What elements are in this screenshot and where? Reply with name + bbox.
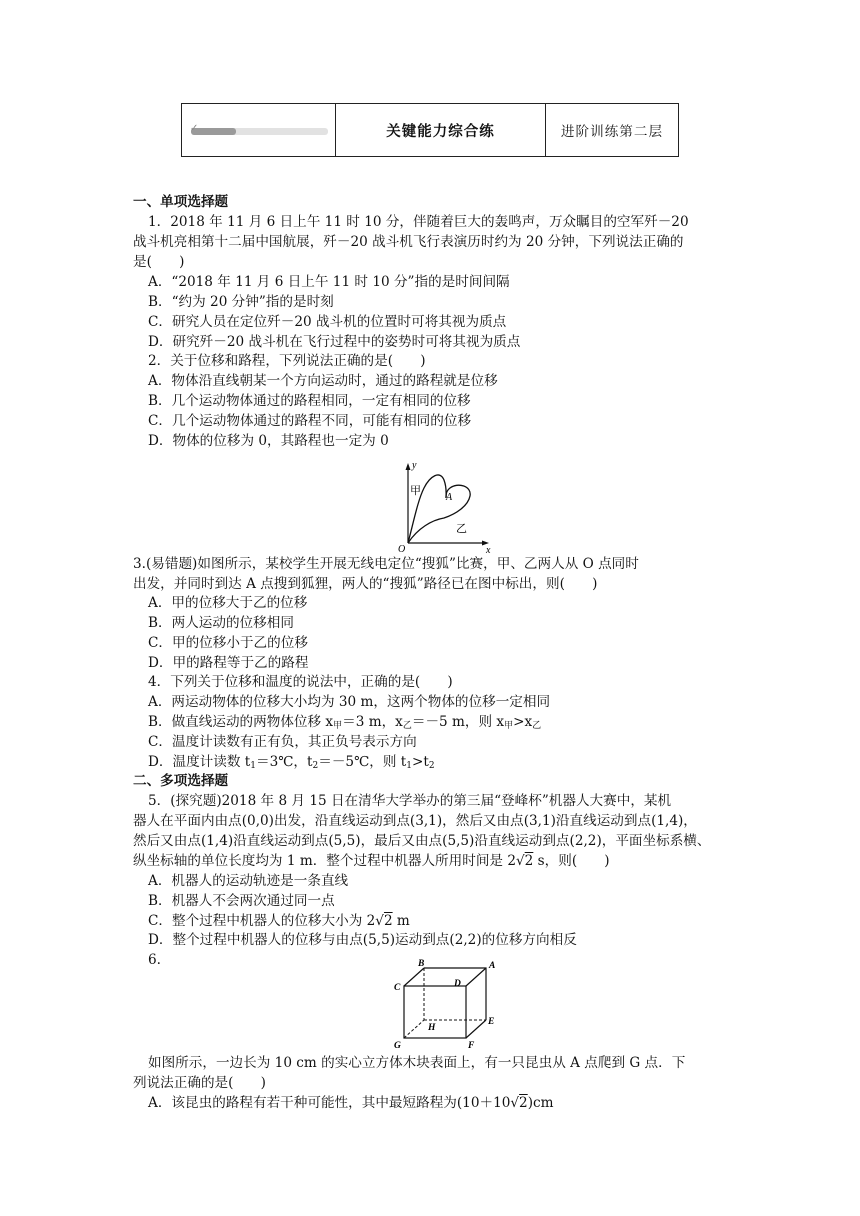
fig3-y-label: y	[412, 460, 417, 471]
q6-number: 6.	[148, 952, 161, 968]
q3-line1: 3.(易错题)如图所示，某校学生开展无线电定位“搜狐”比赛，甲、乙两人从 O 点同时	[133, 556, 639, 572]
fig3-x-label: x	[486, 545, 491, 554]
q1-option-c: C．研究人员在定位歼－20 战斗机的位置时可将其视为质点	[148, 314, 507, 330]
q2-option-d: D．物体的位移为 0，其路程也一定为 0	[148, 433, 389, 449]
section-heading-multi: 二、多项选择题	[133, 773, 229, 789]
cube-vertex-d: D	[454, 979, 461, 989]
q6-option-a: A．该昆虫的路程有若干种可能性，其中最短路程为(10＋10√2)cm	[148, 1095, 554, 1111]
q2-option-c: C．几个运动物体通过的路程不同，可能有相同的位移	[148, 413, 472, 429]
fig3-jia-label: 甲	[410, 484, 421, 497]
header-title: 关键能力综合练	[336, 104, 546, 156]
q3-option-b: B．两人运动的位移相同	[148, 615, 294, 631]
q4-option-d: D．温度计读数 $t_1=3℃$，$t_2=-5℃$，则 $t_1>t_2$	[148, 754, 435, 771]
figure-cube	[390, 956, 510, 1052]
q1-line1: 1．2018 年 11 月 6 日上午 11 时 10 分，伴随着巨大的轰鸣声，万众瞩目的空军歼－20	[148, 214, 689, 230]
cube-vertex-a: A	[489, 961, 496, 971]
q3-line2: 出发，并同时到达 A 点搜到狐狸，两人的“搜狐”路径已在图中标出，则( )	[133, 576, 598, 592]
q3-option-c: C．甲的位移小于乙的位移	[148, 635, 308, 651]
check-icon: ✓	[190, 123, 199, 134]
q5-line3: 然后又由点(1,4)沿直线运动到点(5,5)，最后又由点(5,5)沿直线运动到点(2,2)，平面坐标系横、	[133, 833, 711, 849]
q5-option-d: D．整个过程中机器人的位移与由点(5,5)运动到点(2,2)的位移方向相反	[148, 932, 577, 948]
q1-option-d: D．研究歼－20 战斗机在飞行过程中的姿势时可将其视为质点	[148, 334, 521, 350]
q4-option-c: C．温度计读数有正有负，其正负号表示方向	[148, 734, 417, 750]
figure-search-fox-paths	[396, 458, 496, 554]
q5-option-a: A．机器人的运动轨迹是一条直线	[148, 873, 349, 889]
fig3-origin-label: O	[398, 544, 406, 554]
header-level: 进阶训练第二层	[560, 124, 664, 140]
q5-option-c: C．整个过程中机器人的位移大小为 2√2 m	[148, 913, 410, 929]
cube-vertex-f: F	[468, 1041, 475, 1051]
q1-option-b: B．“约为 20 分钟”指的是时刻	[148, 294, 334, 310]
q3-option-a: A．甲的位移大于乙的位移	[148, 595, 308, 611]
q2-stem: 2．关于位移和路程，下列说法正确的是( )	[148, 353, 426, 369]
cube-vertex-g: G	[394, 1041, 401, 1051]
header-progress-cell	[182, 104, 336, 156]
q5-option-b: B．机器人不会两次通过同一点	[148, 893, 335, 909]
q1-option-a: A．“2018 年 11 月 6 日上午 11 时 10 分”指的是时间间隔	[148, 274, 510, 290]
cube-vertex-e: E	[488, 1017, 495, 1027]
header-table	[181, 103, 679, 157]
progress-bar	[190, 123, 328, 135]
q6-line1: 如图所示，一边长为 10 cm 的实心立方体木块表面上，有一只昆虫从 A 点爬到 G 点．下	[148, 1055, 686, 1071]
q1-line3: 是( )	[133, 254, 185, 270]
cube-vertex-c: C	[394, 983, 401, 993]
q4-stem: 4．下列关于位移和温度的说法中，正确的是( )	[148, 674, 453, 690]
cube-vertex-h: H	[428, 1023, 436, 1033]
q6-line2: 列说法正确的是( )	[133, 1075, 266, 1091]
q2-option-a: A．物体沿直线朝某一个方向运动时，通过的路程就是位移	[148, 373, 498, 389]
q3-option-d: D．甲的路程等于乙的路程	[148, 655, 309, 671]
q5-line2: 器人在平面内由点(0,0)出发，沿直线运动到点(3,1)，然后又由点(3,1)沿直线运动到点(1,4)，	[133, 813, 697, 829]
cube-vertex-b: B	[418, 959, 425, 969]
q5-line4: 纵坐标轴的单位长度均为 1 m．整个过程中机器人所用时间是 2√2 s，则( )	[133, 853, 610, 869]
q5-line1: 5．(探究题)2018 年 8 月 15 日在清华大学举办的第三届“登峰杯”机器人大赛中，某机	[148, 793, 672, 809]
q2-option-b: B．几个运动物体通过的路程相同，一定有相同的位移	[148, 393, 471, 409]
section-heading-single: 一、单项选择题	[133, 194, 229, 210]
fig3-yi-label: 乙	[456, 522, 467, 535]
q4-option-b: B．做直线运动的两物体位移 $x_甲=3$ m，$x_乙=-5$ m，则 $x_甲>x_乙$	[148, 714, 542, 731]
q1-line2: 战斗机亮相第十二届中国航展，歼－20 战斗机飞行表演历时约为 20 分钟，下列说法正确的	[133, 234, 684, 250]
q4-option-a: A．两运动物体的位移大小均为 30 m，这两个物体的位移一定相同	[148, 694, 551, 710]
fig3-point-a-label: A	[446, 492, 453, 503]
